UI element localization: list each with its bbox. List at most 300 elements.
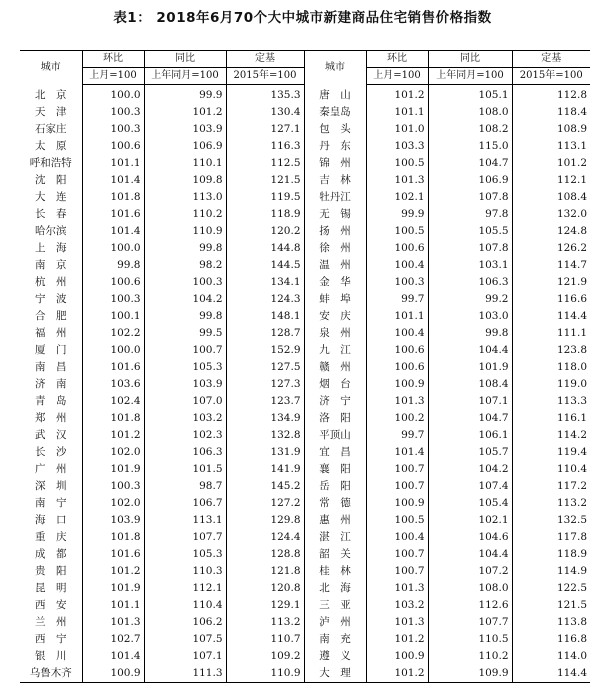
cell-fixed-right: 114.4	[556, 310, 587, 322]
cell-city-right: 桂 林	[304, 563, 366, 580]
cell-mom-right: 100.7	[366, 546, 428, 563]
cell-yoy-right: 106.1	[428, 427, 512, 444]
table-row	[20, 138, 590, 155]
cell-yoy-right: 107.7	[428, 614, 512, 631]
cell-fixed-left: 131.9	[226, 444, 304, 461]
cell-city-right: 赣 州	[304, 359, 366, 376]
cell-mom-right: 101.3	[366, 580, 428, 597]
cell-fixed-right: 114.0	[556, 650, 587, 662]
cell-yoy-right: 108.2	[428, 121, 512, 138]
cell-mom-right: 100.4	[366, 257, 428, 274]
table-row	[20, 478, 590, 495]
cell-fixed-left: 112.5	[226, 155, 304, 172]
cell-yoy-right: 105.7	[428, 444, 512, 461]
cell-mom-right: 101.3	[366, 172, 428, 189]
cell-mom-right: 103.3	[366, 138, 428, 155]
cell-city-left: 福 州	[20, 325, 82, 342]
cell-city-left: 西 安	[20, 597, 82, 614]
cell-city-left: 长 沙	[20, 444, 82, 461]
cell-yoy-left: 105.3	[144, 546, 226, 563]
cell-yoy-right: 104.2	[428, 461, 512, 478]
cell-mom-right: 99.7	[366, 291, 428, 308]
cell-mom-left: 100.6	[82, 138, 144, 155]
cell-fixed-left: 119.5	[226, 189, 304, 206]
cell-mom-left: 103.6	[82, 376, 144, 393]
cell-yoy-right: 105.5	[428, 223, 512, 240]
cell-mom-left: 100.3	[82, 104, 144, 121]
cell-fixed-right: 119.0	[556, 378, 587, 390]
cell-mom-left: 100.3	[82, 478, 144, 495]
cell-city-right: 襄 阳	[304, 461, 366, 478]
table-row	[20, 308, 590, 325]
header-mom-base-right: 上月=100	[366, 68, 428, 85]
header-yoy-base-left: 上年同月=100	[144, 68, 226, 85]
cell-city-left: 合 肥	[20, 308, 82, 325]
cell-city-left: 深 圳	[20, 478, 82, 495]
cell-mom-left: 101.4	[82, 648, 144, 665]
table-row	[20, 274, 590, 291]
cell-city-left: 海 口	[20, 512, 82, 529]
cell-city-right: 徐 州	[304, 240, 366, 257]
cell-city-right: 南 充	[304, 631, 366, 648]
cell-city-left: 大 连	[20, 189, 82, 206]
cell-yoy-left: 101.2	[144, 104, 226, 121]
cell-city-right: 岳 阳	[304, 478, 366, 495]
cell-yoy-right: 110.2	[428, 648, 512, 665]
cell-fixed-left: 124.3	[226, 291, 304, 308]
cell-yoy-left: 99.8	[144, 308, 226, 325]
cell-mom-left: 103.9	[82, 512, 144, 529]
table-row	[20, 648, 590, 665]
cell-mom-left: 100.0	[82, 85, 144, 105]
header-mom-right: 环比	[366, 51, 428, 68]
cell-fixed-right: 114.2	[556, 429, 587, 441]
cell-yoy-right: 107.1	[428, 393, 512, 410]
cell-fixed-left: 120.2	[226, 223, 304, 240]
cell-mom-left: 100.9	[82, 665, 144, 683]
cell-yoy-right: 109.9	[428, 665, 512, 683]
cell-city-left: 南 宁	[20, 495, 82, 512]
cell-mom-right: 100.7	[366, 563, 428, 580]
cell-yoy-left: 110.3	[144, 563, 226, 580]
cell-mom-left: 101.6	[82, 206, 144, 223]
cell-mom-left: 100.3	[82, 121, 144, 138]
cell-mom-left: 101.1	[82, 155, 144, 172]
cell-city-right: 济 宁	[304, 393, 366, 410]
cell-fixed-left: 134.9	[226, 410, 304, 427]
cell-mom-left: 102.0	[82, 444, 144, 461]
cell-fixed-right: 119.4	[556, 446, 587, 458]
header-fixed-right: 定基	[541, 53, 562, 64]
cell-city-left: 石家庄	[20, 121, 82, 138]
cell-fixed-left: 127.3	[226, 376, 304, 393]
cell-yoy-right: 103.1	[428, 257, 512, 274]
cell-mom-right: 99.9	[366, 206, 428, 223]
cell-mom-left: 101.4	[82, 223, 144, 240]
cell-yoy-right: 104.4	[428, 546, 512, 563]
table-row	[20, 172, 590, 189]
cell-yoy-left: 110.1	[144, 155, 226, 172]
cell-city-left: 厦 门	[20, 342, 82, 359]
cell-fixed-left: 123.7	[226, 393, 304, 410]
cell-city-right: 烟 台	[304, 376, 366, 393]
cell-yoy-left: 110.2	[144, 206, 226, 223]
cell-mom-left: 100.0	[82, 240, 144, 257]
cell-yoy-left: 107.7	[144, 529, 226, 546]
price-index-table	[20, 50, 590, 683]
cell-fixed-right: 108.9	[556, 123, 587, 135]
cell-fixed-right: 121.5	[556, 599, 587, 611]
cell-mom-left: 101.3	[82, 614, 144, 631]
table-row	[20, 325, 590, 342]
cell-fixed-left: 130.4	[226, 104, 304, 121]
cell-city-left: 天 津	[20, 104, 82, 121]
cell-fixed-right: 114.4	[556, 667, 587, 679]
header-fixed-base-left: 2015年=100	[226, 68, 304, 85]
cell-yoy-right: 112.6	[428, 597, 512, 614]
table-row	[20, 580, 590, 597]
cell-fixed-right: 118.4	[556, 106, 587, 118]
cell-mom-left: 100.1	[82, 308, 144, 325]
cell-fixed-right: 114.9	[556, 565, 587, 577]
cell-city-right: 牡丹江	[304, 189, 366, 206]
table-row	[20, 393, 590, 410]
header-fixed-base-right: 2015年=100	[512, 68, 590, 85]
cell-yoy-left: 110.9	[144, 223, 226, 240]
cell-city-right: 扬 州	[304, 223, 366, 240]
cell-fixed-left: 134.1	[226, 274, 304, 291]
cell-fixed-right: 113.8	[556, 616, 587, 628]
cell-yoy-right: 107.8	[428, 189, 512, 206]
cell-yoy-left: 99.9	[144, 85, 226, 105]
cell-city-left: 昆 明	[20, 580, 82, 597]
cell-city-right: 大 理	[304, 665, 366, 683]
table-row	[20, 427, 590, 444]
cell-yoy-right: 106.3	[428, 274, 512, 291]
cell-mom-right: 100.7	[366, 478, 428, 495]
cell-mom-left: 102.7	[82, 631, 144, 648]
table-row	[20, 563, 590, 580]
cell-yoy-left: 102.3	[144, 427, 226, 444]
header-fixed-left: 定基	[226, 51, 304, 68]
cell-mom-left: 101.2	[82, 427, 144, 444]
table-row	[20, 461, 590, 478]
cell-yoy-right: 99.2	[428, 291, 512, 308]
cell-yoy-right: 104.6	[428, 529, 512, 546]
cell-mom-left: 101.4	[82, 172, 144, 189]
cell-city-left: 北 京	[20, 85, 82, 105]
cell-city-right: 锦 州	[304, 155, 366, 172]
cell-city-left: 青 岛	[20, 393, 82, 410]
cell-yoy-left: 112.1	[144, 580, 226, 597]
cell-mom-right: 100.4	[366, 529, 428, 546]
cell-fixed-left: 121.5	[226, 172, 304, 189]
cell-yoy-left: 107.0	[144, 393, 226, 410]
cell-mom-right: 100.6	[366, 342, 428, 359]
header-yoy-left: 同比	[144, 51, 226, 68]
cell-yoy-right: 106.9	[428, 172, 512, 189]
cell-mom-right: 101.4	[366, 444, 428, 461]
cell-mom-right: 100.6	[366, 240, 428, 257]
cell-mom-right: 100.5	[366, 512, 428, 529]
table-row	[20, 529, 590, 546]
cell-fixed-right: 116.1	[556, 412, 587, 424]
table-row	[20, 410, 590, 427]
cell-fixed-right: 126.2	[556, 242, 587, 254]
cell-yoy-right: 110.5	[428, 631, 512, 648]
cell-mom-right: 100.9	[366, 495, 428, 512]
table-row	[20, 189, 590, 206]
cell-mom-left: 101.8	[82, 529, 144, 546]
cell-mom-left: 102.4	[82, 393, 144, 410]
cell-fixed-right: 113.1	[556, 140, 587, 152]
cell-city-left: 济 南	[20, 376, 82, 393]
cell-fixed-left: 110.7	[226, 631, 304, 648]
cell-mom-left: 101.6	[82, 359, 144, 376]
table-row	[20, 85, 590, 105]
cell-city-right: 无 锡	[304, 206, 366, 223]
cell-yoy-right: 103.0	[428, 308, 512, 325]
cell-fixed-left: 127.2	[226, 495, 304, 512]
cell-fixed-right: 108.4	[556, 191, 587, 203]
cell-mom-left: 101.9	[82, 461, 144, 478]
table-body	[20, 85, 590, 683]
cell-yoy-right: 101.9	[428, 359, 512, 376]
cell-fixed-left: 145.2	[226, 478, 304, 495]
cell-city-left: 武 汉	[20, 427, 82, 444]
cell-city-right: 三 亚	[304, 597, 366, 614]
cell-mom-left: 102.2	[82, 325, 144, 342]
cell-yoy-left: 100.7	[144, 342, 226, 359]
cell-fixed-left: 128.8	[226, 546, 304, 563]
cell-city-right: 韶 关	[304, 546, 366, 563]
cell-fixed-right: 114.7	[556, 259, 587, 271]
cell-yoy-left: 101.5	[144, 461, 226, 478]
cell-city-left: 宁 波	[20, 291, 82, 308]
table-row	[20, 546, 590, 563]
cell-yoy-left: 105.3	[144, 359, 226, 376]
cell-city-left: 银 川	[20, 648, 82, 665]
cell-mom-right: 101.2	[366, 665, 428, 683]
cell-fixed-left: 109.2	[226, 648, 304, 665]
cell-yoy-right: 102.1	[428, 512, 512, 529]
cell-fixed-left: 127.1	[226, 121, 304, 138]
cell-fixed-right: 116.8	[556, 633, 587, 645]
cell-city-right: 宜 昌	[304, 444, 366, 461]
table-row	[20, 240, 590, 257]
cell-yoy-right: 104.4	[428, 342, 512, 359]
cell-city-left: 广 州	[20, 461, 82, 478]
cell-mom-right: 101.1	[366, 308, 428, 325]
cell-city-right: 平顶山	[304, 427, 366, 444]
cell-city-right: 北 海	[304, 580, 366, 597]
cell-fixed-right: 118.9	[556, 548, 587, 560]
cell-yoy-left: 100.3	[144, 274, 226, 291]
cell-city-left: 成 都	[20, 546, 82, 563]
cell-city-right: 常 德	[304, 495, 366, 512]
table-row	[20, 631, 590, 648]
cell-city-right: 泉 州	[304, 325, 366, 342]
cell-yoy-left: 107.5	[144, 631, 226, 648]
cell-yoy-left: 106.9	[144, 138, 226, 155]
cell-city-left: 重 庆	[20, 529, 82, 546]
table-row	[20, 121, 590, 138]
cell-fixed-right: 117.2	[556, 480, 587, 492]
cell-mom-right: 101.3	[366, 614, 428, 631]
cell-city-right: 丹 东	[304, 138, 366, 155]
header-yoy-base-right: 上年同月=100	[428, 68, 512, 85]
cell-yoy-right: 115.0	[428, 138, 512, 155]
cell-fixed-right: 118.0	[556, 361, 587, 373]
cell-yoy-left: 103.9	[144, 121, 226, 138]
cell-fixed-left: 129.1	[226, 597, 304, 614]
cell-fixed-left: 128.7	[226, 325, 304, 342]
cell-yoy-left: 98.2	[144, 257, 226, 274]
cell-yoy-left: 104.2	[144, 291, 226, 308]
cell-city-left: 南 昌	[20, 359, 82, 376]
cell-fixed-right: 124.8	[556, 225, 587, 237]
cell-city-right: 包 头	[304, 121, 366, 138]
cell-mom-right: 100.4	[366, 325, 428, 342]
header-yoy-right: 同比	[428, 51, 512, 68]
cell-city-left: 太 原	[20, 138, 82, 155]
cell-mom-right: 101.2	[366, 85, 428, 105]
cell-mom-right: 99.7	[366, 427, 428, 444]
table-row	[20, 512, 590, 529]
cell-fixed-left: 135.3	[226, 85, 304, 105]
cell-yoy-left: 99.5	[144, 325, 226, 342]
table-row	[20, 597, 590, 614]
cell-city-right: 秦皇岛	[304, 104, 366, 121]
cell-city-left: 兰 州	[20, 614, 82, 631]
cell-yoy-left: 111.3	[144, 665, 226, 683]
cell-city-right: 九 江	[304, 342, 366, 359]
cell-city-right: 安 庆	[304, 308, 366, 325]
cell-fixed-left: 141.9	[226, 461, 304, 478]
table-row	[20, 223, 590, 240]
cell-yoy-left: 106.7	[144, 495, 226, 512]
cell-mom-left: 101.9	[82, 580, 144, 597]
cell-fixed-right: 112.1	[556, 174, 587, 186]
cell-yoy-left: 109.8	[144, 172, 226, 189]
cell-city-left: 长 春	[20, 206, 82, 223]
cell-yoy-left: 103.2	[144, 410, 226, 427]
table-row	[20, 257, 590, 274]
cell-fixed-right: 122.5	[556, 582, 587, 594]
cell-city-right: 金 华	[304, 274, 366, 291]
cell-city-left: 贵 阳	[20, 563, 82, 580]
cell-fixed-left: 144.5	[226, 257, 304, 274]
cell-mom-right: 101.0	[366, 121, 428, 138]
cell-fixed-right: 132.5	[556, 514, 587, 526]
cell-fixed-left: 118.9	[226, 206, 304, 223]
cell-fixed-right: 117.8	[556, 531, 587, 543]
cell-yoy-right: 107.8	[428, 240, 512, 257]
cell-yoy-left: 103.9	[144, 376, 226, 393]
cell-mom-right: 100.5	[366, 155, 428, 172]
cell-fixed-left: 132.8	[226, 427, 304, 444]
cell-mom-right: 103.2	[366, 597, 428, 614]
cell-city-left: 沈 阳	[20, 172, 82, 189]
cell-mom-left: 100.3	[82, 291, 144, 308]
cell-mom-left: 100.6	[82, 274, 144, 291]
cell-fixed-left: 129.8	[226, 512, 304, 529]
cell-city-left: 哈尔滨	[20, 223, 82, 240]
cell-yoy-right: 99.8	[428, 325, 512, 342]
cell-mom-right: 100.6	[366, 359, 428, 376]
cell-city-right: 唐 山	[304, 85, 366, 105]
cell-city-right: 蚌 埠	[304, 291, 366, 308]
cell-fixed-right: 113.2	[556, 497, 587, 509]
cell-fixed-left: 120.8	[226, 580, 304, 597]
header-mom-base-left: 上月=100	[82, 68, 144, 85]
cell-yoy-right: 107.2	[428, 563, 512, 580]
cell-fixed-left: 144.8	[226, 240, 304, 257]
table-row	[20, 155, 590, 172]
cell-fixed-left: 127.5	[226, 359, 304, 376]
table-row	[20, 665, 590, 683]
cell-city-right: 遵 义	[304, 648, 366, 665]
cell-yoy-right: 108.0	[428, 580, 512, 597]
cell-city-right: 吉 林	[304, 172, 366, 189]
cell-fixed-left: 110.9	[226, 665, 304, 683]
cell-yoy-left: 110.4	[144, 597, 226, 614]
cell-fixed-left: 113.2	[226, 614, 304, 631]
header-city-left: 城市	[20, 51, 82, 85]
table-row	[20, 342, 590, 359]
cell-city-left: 杭 州	[20, 274, 82, 291]
cell-mom-right: 101.1	[366, 104, 428, 121]
cell-yoy-left: 113.1	[144, 512, 226, 529]
cell-mom-right: 100.9	[366, 648, 428, 665]
table-row	[20, 291, 590, 308]
cell-fixed-left: 121.8	[226, 563, 304, 580]
cell-city-left: 乌鲁木齐	[20, 665, 82, 683]
cell-mom-left: 102.0	[82, 495, 144, 512]
cell-fixed-left: 116.3	[226, 138, 304, 155]
cell-city-left: 西 宁	[20, 631, 82, 648]
cell-mom-right: 100.9	[366, 376, 428, 393]
cell-mom-left: 101.6	[82, 546, 144, 563]
cell-fixed-right: 110.4	[556, 463, 587, 475]
cell-city-left: 南 京	[20, 257, 82, 274]
cell-fixed-left: 148.1	[226, 308, 304, 325]
cell-yoy-left: 98.7	[144, 478, 226, 495]
cell-fixed-right: 111.1	[556, 327, 587, 339]
cell-mom-right: 100.2	[366, 410, 428, 427]
table-row	[20, 376, 590, 393]
table-row	[20, 104, 590, 121]
cell-fixed-left: 124.4	[226, 529, 304, 546]
cell-city-right: 湛 江	[304, 529, 366, 546]
cell-mom-left: 101.1	[82, 597, 144, 614]
table-row	[20, 614, 590, 631]
cell-yoy-left: 106.3	[144, 444, 226, 461]
cell-fixed-right: 132.0	[556, 208, 587, 220]
cell-mom-left: 101.8	[82, 410, 144, 427]
cell-city-right: 洛 阳	[304, 410, 366, 427]
cell-yoy-right: 105.1	[428, 85, 512, 105]
cell-mom-left: 101.8	[82, 189, 144, 206]
cell-yoy-left: 99.8	[144, 240, 226, 257]
cell-fixed-right: 101.2	[556, 157, 587, 169]
header-mom-left: 环比	[82, 51, 144, 68]
cell-city-left: 呼和浩特	[20, 155, 82, 172]
cell-mom-left: 99.8	[82, 257, 144, 274]
table-row	[20, 359, 590, 376]
cell-city-left: 郑 州	[20, 410, 82, 427]
header-city-right: 城市	[304, 51, 366, 85]
